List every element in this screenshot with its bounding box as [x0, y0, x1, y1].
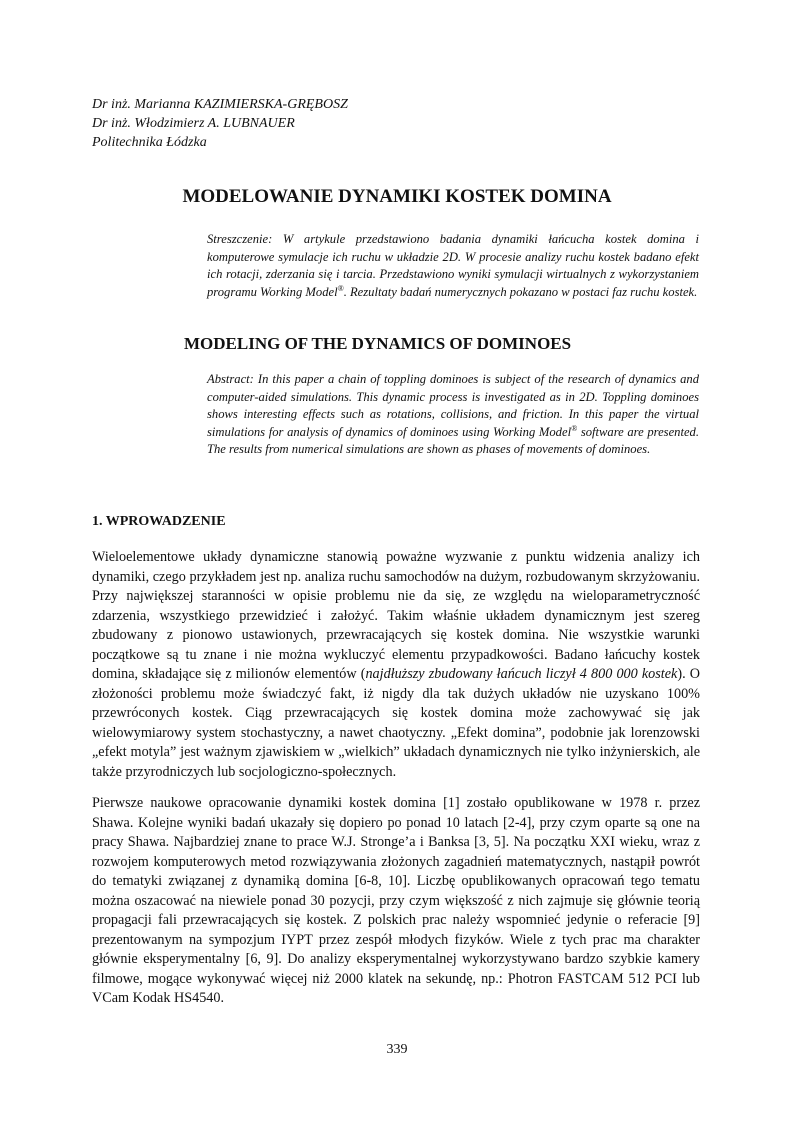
author-1: Dr inż. Marianna KAZIMIERSKA-GRĘBOSZ	[92, 97, 348, 112]
registered-mark: ®	[337, 283, 344, 293]
abstract-polish-text-end: . Rezultaty badań numerycznych pokazano w postaci faz ruchu kostek.	[343, 284, 698, 299]
paragraph-1-text: Wieloelementowe układy dynamiczne stanowią poważne wyzwanie z punktu widzenia analizy ich dynamiki, czego przykładem jest np. analiza ruchu samochodów na dużym, rozbudowanym skrzyżowaniu. Przy największej staranności w opisie problemu nie da się, ze względu na wieloparametryczność zdarzenia, wszystkiego przewidzieć i założyć. Takim właśnie układem dynamicznym jest szereg zbudowany z pionowo ustawionych, przewracających się kostek domina. Nie wszystkie warunki początkowe są tu znane i nie można wykluczyć elementu przypadkowości. Badano łańcuchy kostek domina, składające się z milionów elementów (	[92, 549, 700, 682]
abstract-english	[207, 371, 699, 459]
affiliation: Politechnika Łódzka	[92, 135, 207, 150]
paragraph-1-text-end: ). O złożoności problemu może świadczyć fakt, iż nigdy dla tak dużych układów nie uzyskano 100% przewróconych kostek. Ciąg przewracających się kostek domina może zachowywać się jak wielowymiarowy system stochastyczny, a nawet chaotyczny. „Efekt domina”, podobnie jak lorenzowski „efekt motyla” jest ważnym zjawiskiem w „wielkich” układach dynamicznych nie tylko inżynierskich, ale także przyrodniczych lub socjologiczno-społecznych.	[92, 666, 701, 780]
paragraph-1-italic: najdłuższy zbudowany łańcuch liczył 4 800 000 kostek	[365, 666, 678, 682]
abstract-english-text-end: software are presented. The results from numerical simulations are shown as phases of movements of dominoes.	[207, 424, 700, 457]
section-heading: 1. WPROWADZENIE	[92, 514, 226, 529]
registered-mark: ®	[571, 423, 578, 433]
author-2: Dr inż. Włodzimierz A. LUBNAUER	[92, 116, 295, 131]
body-paragraph-2: Pierwsze naukowe opracowanie dynamiki kostek domina [1] zostało opublikowane w 1978 r. przez Shawa. Kolejne wyniki badań ukazały się dopiero po ponad 10 latach [2-4], przy czym oparte są one na pracy Shawa. Najbardziej znane to prace W.J. Stronge’a i Banksa [3, 5]. Na początku XXI wieku, wraz z rozwojem komputerowych metod rozwiązywania złożonych zagadnień matematycznych, nastąpił powrót do tematyki związanej z dynamiką domina [6-8, 10]. Liczbę opublikowanych opracowań tego tematu można oszacować na niewiele ponad 30 pozycji, przy czym większość z nich zajmuje się głównie teorią propagacji fali przewracających się kostek. Z polskich prac należy wspomnieć jedynie o referacie [9] prezentowanym na sympozjum IYPT przez zespół młodych fizyków. Wiele z tych prac ma charakter głównie eksperymentalny [6, 9]. Do analizy eksperymentalnej wykorzystywano bardzo szybkie kamery filmowe, mogące wykonywać więcej niż 2000 klatek na sekundę, np.: Photron FASTCAM 512 PCI lub VCam Kodak HS4540.	[92, 795, 700, 1006]
author-block	[92, 95, 348, 152]
abstract-polish	[207, 231, 699, 301]
page-number: 339	[386, 1042, 408, 1057]
paper-title-english: MODELING OF THE DYNAMICS OF DOMINOES	[184, 334, 572, 353]
body-paragraph-1	[92, 548, 700, 782]
paper-title-polish: MODELOWANIE DYNAMIKI KOSTEK DOMINA	[182, 186, 612, 207]
abstract-polish-text: Streszczenie: W artykule przedstawiono badania dynamiki łańcucha kostek domina i komputerowe symulacje ich ruchu w układzie 2D. W procesie analizy ruchu kostek badano efekt ich rotacji, zderzania się i tarcia. Przedstawiono wyniki symulacji wirtualnych z wykorzystaniem programu Working Model	[207, 232, 699, 299]
abstract-english-text: Abstract: In this paper a chain of toppling dominoes is subject of the research of dynamics and computer-aided simulations. This dynamic process is investigated as in 2D. Toppling dominoes shows interesting effects such as rotations, collisions, and friction. In this paper the virtual simulations for analysis of dynamics of dominoes using Working Model	[207, 372, 699, 439]
